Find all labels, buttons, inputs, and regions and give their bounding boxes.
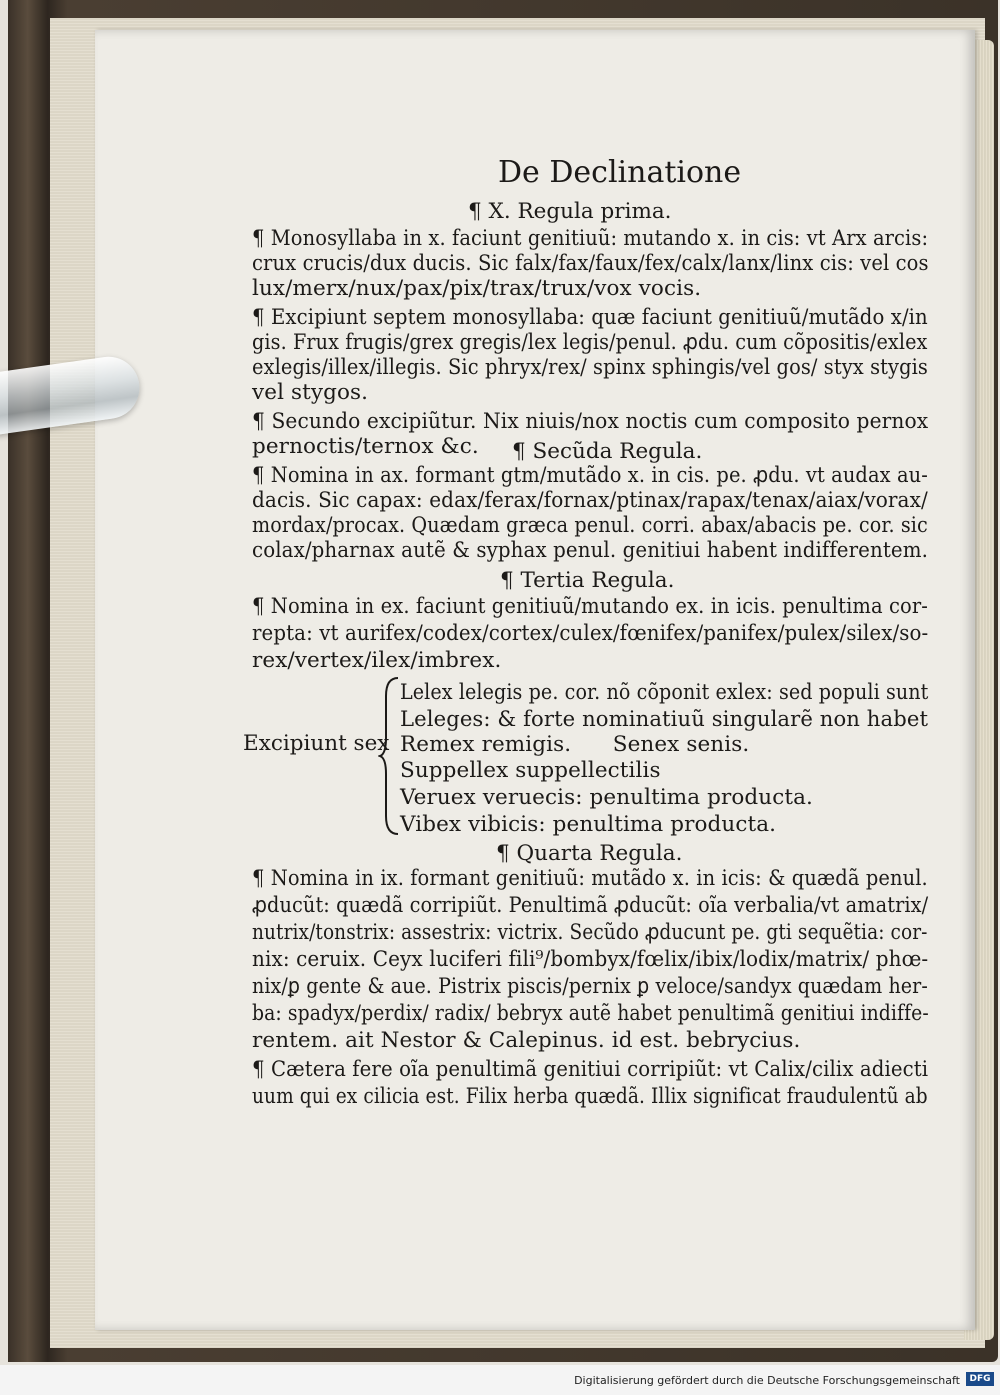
- heading-regula-prima: ¶ X. Regula prima.: [468, 199, 672, 224]
- text-line: gis. Frux frugis/grex gregis/lex legis/penul. ꝓdu. cum cõpositis/exlex: [252, 330, 928, 355]
- exceptions-label: Excipiunt sex: [243, 731, 390, 756]
- exception-item: Leleges: & forte nominatiuũ singularẽ non habet: [400, 707, 929, 732]
- dfg-logo: DFG: [966, 1372, 994, 1386]
- text-line: rex/vertex/ilex/imbrex.: [252, 648, 502, 673]
- text-line: uum qui ex cilicia est. Filix herba quædã. Illix significat fraudulentũ ab: [252, 1084, 928, 1109]
- text-line: colax/pharnax autẽ & syphax penul. genitiui habent indifferentem.: [252, 538, 929, 563]
- text-line: ¶ Nomina in ax. formant gtm/mutãdo x. in cis. pe. ꝓdu. vt audax au-: [252, 463, 928, 488]
- exception-item: Suppellex suppellectilis: [400, 758, 661, 783]
- text-line: ¶ Secundo excipiũtur. Nix niuis/nox noctis cum composito pernox: [252, 409, 929, 434]
- heading-tertia-regula: ¶ Tertia Regula.: [500, 568, 675, 593]
- exception-item: Lelex lelegis pe. cor. nõ cõponit exlex: sed populi sunt: [400, 680, 929, 705]
- text-line: nix/ꝑ gente & aue. Pistrix piscis/pernix ꝑ veloce/sandyx quædam her-: [252, 974, 928, 999]
- text-line: ba: spadyx/perdix/ radix/ bebryx autẽ habet penultimã genitiui indiffe-: [252, 1001, 929, 1026]
- text-line: lux/merx/nux/pax/pix/trax/trux/vox vocis.: [252, 276, 702, 301]
- text-line: ¶ Excipiunt septem monosyllaba: quæ faciunt genitiuũ/mutãdo x/in: [252, 305, 928, 330]
- text-line: ¶ Nomina in ix. formant genitiuũ: mutãdo x. in icis: & quædã penul.: [252, 866, 928, 891]
- text-line: ¶ Cætera fere oĩa penultimã genitiui corripiũt: vt Calix/cilix adiecti: [252, 1057, 929, 1082]
- heading-quarta-regula: ¶ Quarta Regula.: [496, 841, 683, 866]
- exception-item: Vibex vibicis: penultima producta.: [400, 812, 777, 837]
- footer-credit: Digitalisierung gefördert durch die Deutsche Forschungsgemeinschaft: [574, 1374, 960, 1387]
- text-line: pernoctis/ternox &c.: [252, 434, 479, 459]
- text-line: nix: ceruix. Ceyx luciferi fili⁹/bombyx/fœlix/ibix/lodix/matrix/ phœ-: [252, 947, 929, 972]
- heading-secunda-regula: ¶ Secũda Regula.: [512, 439, 703, 464]
- exception-item: Remex remigis. Senex senis.: [400, 732, 750, 757]
- page-title: De Declinatione: [498, 155, 742, 190]
- text-line: crux crucis/dux ducis. Sic falx/fax/faux/fex/calx/lanx/linx cis: vel cos: [252, 251, 929, 276]
- text-line: exlegis/illex/illegis. Sic phryx/rex/ spinx sphingis/vel gos/ styx stygis: [252, 355, 928, 380]
- text-line: ꝓducũt: quædã corripiũt. Penultimã ꝓducũt: oĩa verbalia/vt amatrix/: [252, 893, 929, 918]
- text-line: rentem. ait Nestor & Calepinus. id est. bebrycius.: [252, 1028, 801, 1053]
- exception-item: Veruex veruecis: penultima producta.: [400, 785, 813, 810]
- text-line: vel stygos.: [252, 380, 369, 405]
- text-line: ¶ Monosyllaba in x. faciunt genitiuũ: mutando x. in cis: vt Arx arcis:: [252, 226, 929, 251]
- text-line: mordax/procax. Quædam græca penul. corri. abax/abacis pe. cor. sic: [252, 513, 928, 538]
- text-line: dacis. Sic capax: edax/ferax/fornax/ptinax/rapax/tenax/aiax/vorax/: [252, 488, 928, 513]
- text-line: repta: vt aurifex/codex/cortex/culex/fœnifex/panifex/pulex/silex/so-: [252, 621, 929, 646]
- text-line: ¶ Nomina in ex. faciunt genitiuũ/mutando ex. in icis. penultima cor-: [252, 594, 928, 619]
- text-line: nutrix/tonstrix: assestrix: victrix. Secũdo ꝓducunt pe. gti sequẽtia: cor-: [252, 920, 928, 945]
- curly-brace: [378, 676, 400, 836]
